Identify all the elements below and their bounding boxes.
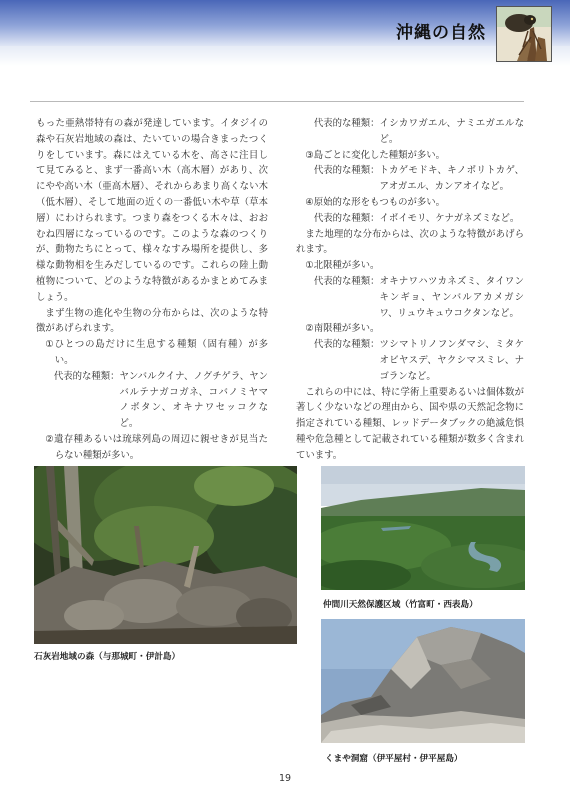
cave-photo-caption: くまや洞窟（伊平屋村・伊平屋島） (325, 754, 463, 764)
example-label: 代表的な種類： (53, 370, 120, 382)
example-label: 代表的な種類： (313, 275, 380, 287)
example-label: 代表的な種類： (313, 212, 380, 224)
forest-photo-caption: 石灰岩地域の森（与那城町・伊計島） (34, 652, 181, 662)
body-paragraph: これらの中には、特に学術上重要あるいは個体数が著しく少ないなどの理由から、国や県の天然記念物に指定されている種類、レッドデータブックの絶滅危惧種や危急種として記載されている種類が数多く含まれています。 (296, 386, 524, 461)
list-item: ①ひとつの島だけに生息する種類（固有種）が多い。 (45, 339, 268, 366)
example-text: イシカワガエル、ナミエガエルなど。 (379, 118, 524, 145)
left-text-column (36, 116, 268, 464)
body-paragraph: まず生物の進化や生物の分布からは、次のような特徴があげられます。 (36, 307, 268, 335)
list-item: ②遺存種あるいは琉球列島の周辺に親せきが見当たらない種類が多い。 (45, 433, 268, 461)
page-number: 19 (278, 773, 292, 784)
example-text: ツシマトリノフンダマシ、ミタケオビヤスデ、ヤクシマスミレ、ナゴランなど。 (379, 339, 524, 382)
list-item: ②南限種が多い。 (305, 323, 380, 335)
body-paragraph: もった亜熱帯特有の森が発達しています。イタジイの森や石灰岩地域の森は、たいていの場合きまったつくりをしています。森にはえている木を、高さに注目して見てみると、まず一番高い木（高木層）があり、次にやや高い木（亜高木層）、それからあまり高くない木（低木層）、そして地面の近くの一番低い木や草（草本層）にわけられます。つまり森をつくる木々は、おおむね四層になっているのです。このような森のつくりが、動物たちにとって、様々なすみ場所を提供し、多様な動物相を生みだしているのです。これらの陸上動植物について、どのような特徴があるかまとめてみましょう。 (36, 118, 268, 303)
limestone-forest-photo (34, 466, 297, 644)
list-item: ③島ごとに変化した種類が多い。 (305, 149, 446, 161)
body-paragraph: また地理的な分布からは、次のような特徴があげられます。 (296, 228, 524, 256)
section-divider (30, 101, 524, 102)
example-text: オキナワハツカネズミ、タイワンキンギョ、ヤンバルアカメガシワ、リュウキュウコクタンなど。 (379, 275, 524, 319)
example-species (314, 163, 524, 195)
example-text: ヤンバルクイナ、ノグチゲラ、ヤンバルテナガコガネ、コバノミヤマノボタン、オキナワセッコクなど。 (119, 370, 268, 430)
header-fade (0, 46, 570, 66)
example-species (314, 116, 524, 148)
page-title: 沖縄の自然 (396, 23, 486, 43)
tree-animal-photo-icon (496, 6, 552, 62)
example-species (54, 369, 268, 432)
list-item: ④原始的な形をもつものが多い。 (305, 196, 446, 208)
right-text-column (296, 116, 524, 464)
example-label: 代表的な種類： (313, 118, 380, 129)
example-text: イボイモリ、ケナガネズミなど。 (379, 212, 520, 224)
kumaya-cave-photo (321, 619, 525, 743)
example-species (314, 337, 524, 384)
mangrove-river-photo (321, 466, 525, 590)
list-item: ①北限種が多い。 (305, 260, 380, 272)
example-label: 代表的な種類： (313, 165, 380, 177)
example-species (314, 274, 524, 321)
example-text: トカゲモドキ、キノボリトカゲ、アオガエル、カンアオイなど。 (379, 165, 524, 193)
mangrove-photo-caption: 仲間川天然保護区域（竹富町・西表島） (323, 600, 478, 610)
example-species (314, 211, 524, 227)
example-label: 代表的な種類： (313, 339, 380, 351)
